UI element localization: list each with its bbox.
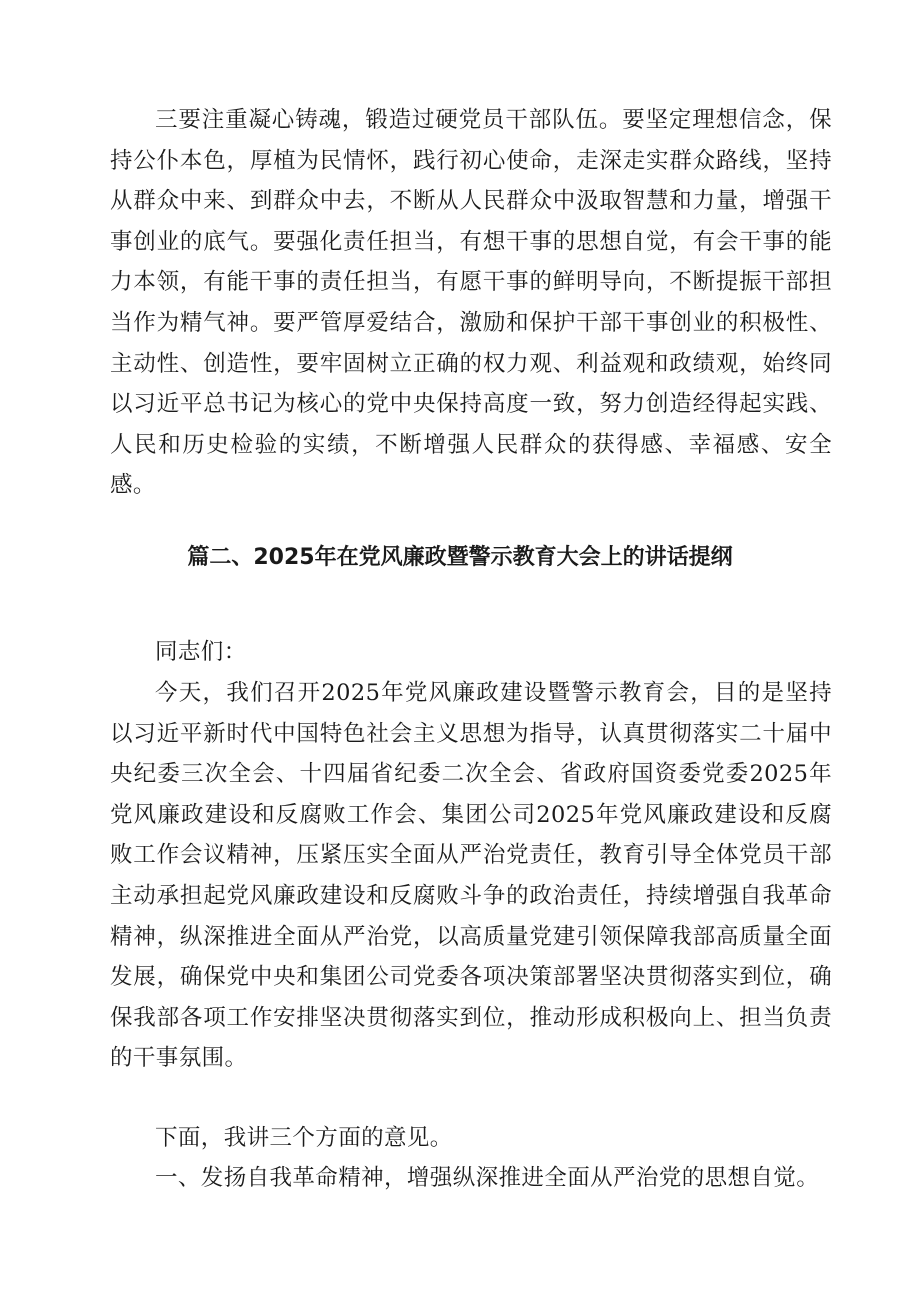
paragraph-point-one: 一、发扬自我革命精神，增强纵深推进全面从严治党的思想自觉。 <box>155 1165 820 1191</box>
salutation: 同志们： <box>155 639 247 665</box>
section-heading: 篇二、2025年在党风廉政暨警示教育大会上的讲话提纲 <box>187 545 733 570</box>
paragraph-transition: 下面，我讲三个方面的意见。 <box>155 1125 453 1151</box>
paragraph-intro: 三要注重凝心铸魂，锻造过硬党员干部队伍。要坚定理想信念，保持公仆本色，厚植为民情怀，践行初心使命，走深走实群众路线，坚持从群众中来、到群众中去，不断从人民群众中汲取智慧和力量，增强干事创业的底气。要强化责任担当，有想干事的思想自觉，有会干事的能力本领，有能干事的责任担当，有愿干事的鲜明导向，不断提振干部担当作为精气神。要严管厚爱结合，激励和保护干部干事创业的积极性、主动性、创造性，要牢固树立正确的权力观、利益观和政绩观，始终同以习近平总书记为核心的党中央保持高度一致，努力创造经得起实践、人民和历史检验的实绩，不断增强人民群众的获得感、幸福感、安全感。 <box>110 107 832 499</box>
paragraph-body: 今天，我们召开2025年党风廉政建设暨警示教育会，目的是坚持以习近平新时代中国特色社会主义思想为指导，认真贯彻落实二十届中央纪委三次全会、十四届省纪委二次全会、省政府国资委党委2025年党风廉政建设和反腐败工作会、集团公司2025年党风廉政建设和反腐败工作会议精神，压紧压实全面从严治党责任，教育引导全体党员干部主动承担起党风廉政建设和反腐败斗争的政治责任，持续增强自我革命精神，纵深推进全面从严治党，以高质量党建引领保障我部高质量全面发展，确保党中央和集团公司党委各项决策部署坚决贯彻落实到位，确保我部各项工作安排坚决贯彻落实到位，推动形成积极向上、担当负责的干事氛围。 <box>110 680 832 1072</box>
